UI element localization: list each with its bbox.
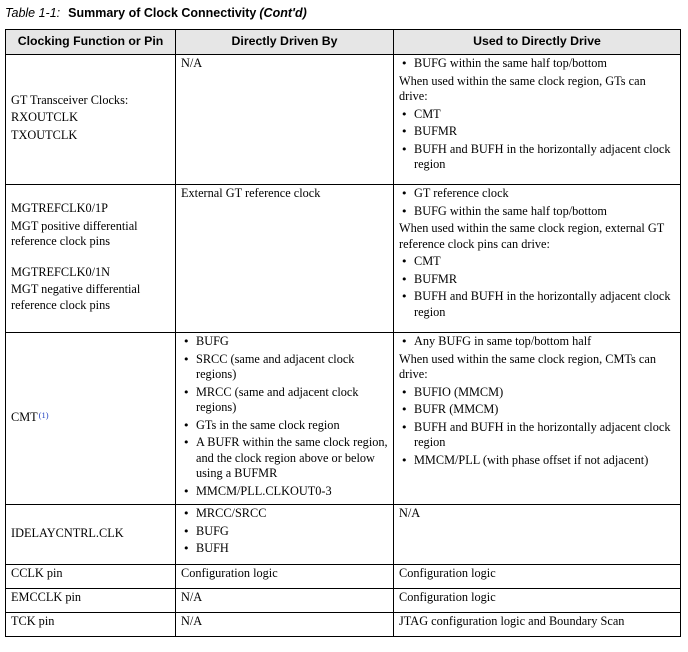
driven-by-cell: N/A	[176, 613, 394, 637]
list-item: • BUFG within the same half top/bottom	[414, 56, 676, 72]
list-item: • MRCC (same and adjacent clock regions)	[196, 385, 389, 416]
clock-connectivity-table	[5, 29, 681, 637]
list-item: • SRCC (same and adjacent clock regions)	[196, 352, 389, 383]
cell-text: When used within the same clock region, CMTs can drive:	[399, 351, 656, 381]
bullet-list	[399, 385, 676, 469]
clock-function-cell	[6, 185, 176, 333]
list-item: • A BUFR within the same clock region, and the clock region above or below using a BUFMR	[196, 435, 389, 482]
column-header: Used to Directly Drive	[394, 30, 681, 55]
cell-text: CMT	[11, 410, 38, 425]
list-item: • BUFH	[196, 541, 389, 557]
column-header: Clocking Function or Pin	[6, 30, 176, 55]
table-row	[6, 505, 681, 565]
driven-by-cell	[176, 333, 394, 505]
list-item: • MMCM/PLL (with phase offset if not adjacent)	[414, 453, 676, 469]
column-header: Directly Driven By	[176, 30, 394, 55]
table-title-suffix: (Cont'd)	[259, 6, 307, 20]
cell-text: GT Transceiver Clocks:	[11, 92, 129, 107]
clock-function-cell	[6, 55, 176, 185]
list-item: • BUFIO (MMCM)	[414, 385, 676, 401]
cell-text: MGT positive differential reference clock pins	[11, 218, 138, 248]
cell-text: MGTREFCLK0/1P	[11, 201, 109, 215]
table-row	[6, 589, 681, 613]
list-item: • CMT	[414, 107, 676, 123]
clock-function-cell: CCLK pin	[6, 565, 176, 589]
table-row	[6, 565, 681, 589]
table-title: Summary of Clock Connectivity	[68, 6, 257, 20]
list-item: • BUFR (MMCM)	[414, 402, 676, 418]
list-item: • MRCC/SRCC	[196, 506, 389, 522]
list-item: • BUFG	[196, 524, 389, 540]
clock-function-cell: EMCCLK pin	[6, 589, 176, 613]
drives-cell	[394, 55, 681, 185]
list-item: • BUFH and BUFH in the horizontally adjacent clock region	[414, 142, 676, 173]
drives-cell: Configuration logic	[394, 565, 681, 589]
list-item: • BUFH and BUFH in the horizontally adjacent clock region	[414, 289, 676, 320]
list-item: • BUFMR	[414, 272, 676, 288]
table-row	[6, 55, 681, 185]
bullet-list	[399, 334, 676, 350]
cell-text: RXOUTCLK	[11, 110, 78, 125]
cell-text: MGT negative differential reference clock pins	[11, 282, 141, 312]
cell-text: External GT reference clock	[181, 186, 321, 200]
list-item: • BUFH and BUFH in the horizontally adjacent clock region	[414, 420, 676, 451]
header-row	[6, 30, 681, 55]
cell-text: When used within the same clock region, external GT reference clock pins can drive:	[399, 221, 665, 251]
list-item: • CMT	[414, 254, 676, 270]
cell-text: TXOUTCLK	[11, 127, 78, 142]
footnote-marker[interactable]: (1)	[38, 410, 49, 421]
bullet-list	[399, 107, 676, 173]
list-item: • Any BUFG in same top/bottom half	[414, 334, 676, 350]
list-item: • GTs in the same clock region	[196, 418, 389, 434]
list-item: • BUFG within the same half top/bottom	[414, 204, 676, 220]
list-item: • BUFG	[196, 334, 389, 350]
driven-by-cell	[176, 55, 394, 185]
cell-text: N/A	[181, 56, 203, 70]
cell-text: MGTREFCLK0/1N	[11, 264, 111, 279]
list-item: • MMCM/PLL.CLKOUT0-3	[196, 484, 389, 500]
driven-by-cell	[176, 505, 394, 565]
clock-function-cell: TCK pin	[6, 613, 176, 637]
table-row	[6, 333, 681, 505]
drives-cell: N/A	[394, 505, 681, 565]
driven-by-cell	[176, 185, 394, 333]
bullet-list	[399, 254, 676, 320]
clock-function-cell	[6, 333, 176, 505]
clock-function-cell: IDELAYCNTRL.CLK	[6, 505, 176, 565]
drives-cell: JTAG configuration logic and Boundary Scan	[394, 613, 681, 637]
cell-text: When used within the same clock region, GTs can drive:	[399, 73, 646, 103]
bullet-list	[399, 56, 676, 72]
table-row	[6, 613, 681, 637]
driven-by-cell: Configuration logic	[176, 565, 394, 589]
driven-by-cell: N/A	[176, 589, 394, 613]
table-row	[6, 185, 681, 333]
table-number: Table 1-1:	[5, 6, 61, 20]
list-item: • BUFMR	[414, 124, 676, 140]
bullet-list	[181, 334, 389, 499]
drives-cell	[394, 333, 681, 505]
drives-cell: Configuration logic	[394, 589, 681, 613]
list-item: • GT reference clock	[414, 186, 676, 202]
drives-cell	[394, 185, 681, 333]
table-caption	[5, 6, 307, 20]
bullet-list	[181, 506, 389, 557]
bullet-list	[399, 186, 676, 219]
